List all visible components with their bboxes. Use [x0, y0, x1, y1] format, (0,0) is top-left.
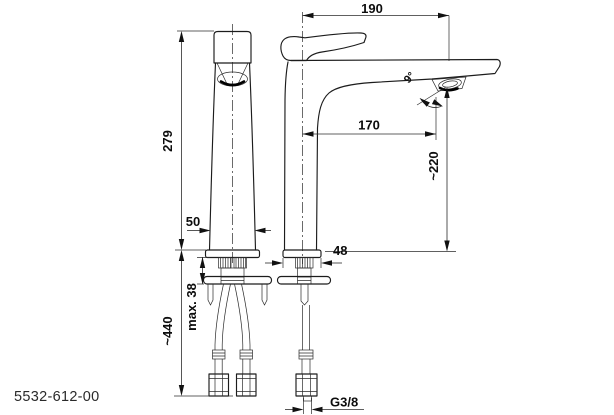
- dim-label-440: ~440: [160, 316, 175, 346]
- front-hose-left-nut-facets: [209, 374, 229, 396]
- front-prong-right: [262, 284, 267, 305]
- front-hose-left-collar: [213, 350, 226, 359]
- side-prong: [301, 284, 308, 305]
- dim-label-angle: 9°: [401, 70, 418, 86]
- side-hose-tube: [302, 359, 310, 374]
- front-body-left: [210, 63, 216, 250]
- aerator-ring-inner: [442, 80, 458, 88]
- side-shank: [296, 258, 314, 269]
- front-hose-left-nut: [209, 374, 229, 396]
- front-hose-right-collar: [240, 350, 253, 359]
- dim-label-170: 170: [358, 117, 380, 133]
- dim-label-220: ~220: [426, 151, 441, 181]
- dim-label-thread: G3/8: [330, 394, 359, 410]
- side-hose-collar: [299, 350, 313, 359]
- dim-thread: [285, 395, 364, 415]
- side-hose-nut-facets: [296, 374, 317, 396]
- front-hose-right-collar-lines: [240, 353, 253, 356]
- side-hose-nut: [296, 374, 317, 396]
- front-body-right: [250, 63, 256, 250]
- dim-label-279: 279: [160, 130, 175, 152]
- dim-base-depth: [265, 243, 347, 268]
- front-prong-left: [208, 284, 213, 305]
- dim-label-50: 50: [185, 214, 201, 229]
- side-spout-front: [291, 60, 500, 251]
- side-hose: [303, 305, 310, 350]
- dim-max-mounting-thickness: [184, 257, 210, 331]
- front-hose-left-collar-lines: [213, 353, 226, 356]
- front-hose-right: [235, 284, 251, 350]
- dim-label-190: 190: [361, 1, 383, 16]
- side-base-flange: [283, 250, 321, 258]
- front-view: [204, 24, 272, 396]
- side-body-back: [285, 62, 289, 250]
- front-hose-right-nut-facets: [237, 374, 257, 396]
- dim-spray-angle: [402, 70, 446, 109]
- front-shank-threads: [221, 258, 246, 268]
- dim-label-max38: max. 38: [184, 283, 199, 331]
- dim-label-48: 48: [333, 243, 348, 258]
- front-block-lines: [221, 277, 244, 281]
- front-hose-tubes: [215, 359, 250, 374]
- side-lever: [281, 33, 366, 61]
- side-shank-threads: [298, 258, 311, 268]
- side-view: [278, 12, 501, 401]
- dim-base-width: [186, 214, 271, 233]
- part-number: 5532-612-00: [14, 389, 100, 405]
- front-hose-right-nut: [237, 374, 257, 396]
- side-hose-collar-lines: [299, 353, 313, 356]
- side-block-lines: [298, 277, 312, 281]
- side-thread-stub: [304, 396, 312, 401]
- front-hose-left: [215, 284, 231, 350]
- dimensions: [160, 1, 456, 414]
